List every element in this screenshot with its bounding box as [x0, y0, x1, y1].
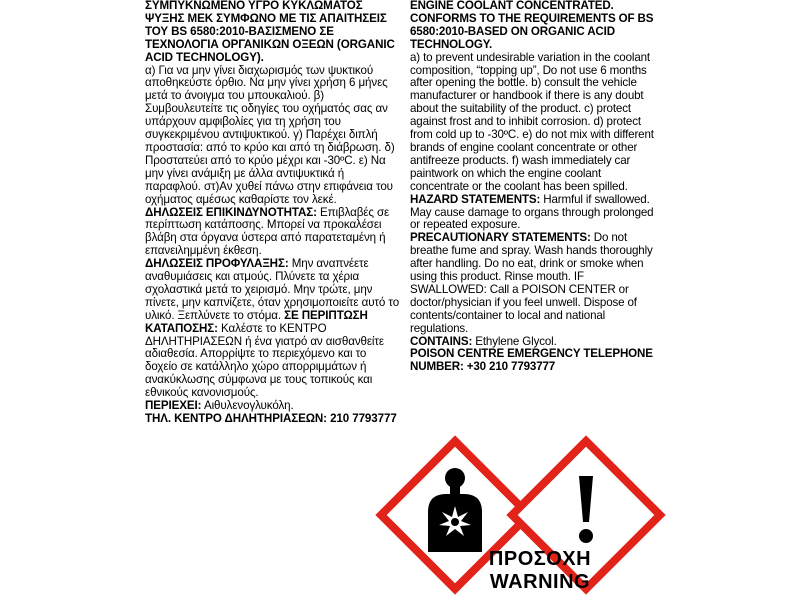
english-precautionary-statements: PRECAUTIONARY STATEMENTS: Do not breathe fume and spray. Wash hands thoroughly after handling. Do no eat, drink or smoke when using this product. Rinse mouth. IF SWALLOWED: Call a POISON CENTER or doctor/physician if you feel unwell. Dispose of contents/container to local and national regulations. [410, 231, 653, 335]
english-contains: CONTAINS: Ethylene Glycol. [410, 334, 557, 348]
greek-hazard-statements: ΔΗΛΩΣΕΙΣ ΕΠΙΚΙΝΔΥΝΟΤΗΤΑΣ: Επιβλαβές σε περίπτωση κατάποσης. Μπορεί να προκαλέσει βλάβη στα όργανα ύστερα από παρατεταμένη ή επανειλημμένη έκθεση. [145, 205, 390, 258]
greek-poison-phone: ΤΗΛ. ΚΕΝΤΡΟ ΔΗΛΗΤΗΡΙΑΣΕΩΝ: 210 7793777 [145, 412, 397, 425]
english-instructions: a) to prevent undesirable variation in the coolant composition, “topping up”, Do not use 6 months after opening the bottle. b) consult the vehicle manufacturer or handbook if there is any doubt about the suitability of the product. c) protect against frost and to inhibit corrosion. d) protect from cold up to -30ºC. e) do not mix with different brands of engine coolant concentrate or other antifreeze products. f) wash immediately car paintwork on which the engine coolant concentrate or the coolant has been spilled. [410, 50, 654, 193]
english-hazard-statements: HAZARD STATEMENTS: Harmful if swallowed. May cause damage to organs through prolonged or repeated exposure. [410, 192, 654, 232]
greek-instructions: α) Για να μην γίνει διαχωρισμός των ψυκτικού αποθηκεύστε όρθιο. Να μην γίνει χρήση 6 μήνες μετά το άνοιγμα του μπουκαλιού. β) Συμβουλευτείτε τις οδηγίες του οχήματός σας αν υπάρχουν αμφιβολίες για τη χρήση του συγκεκριμένου αντιψυκτικού. γ) Παρέχει διπλή προστασία: από το κρύο και από τη διάβρωση. δ) Προστατεύει από το κρύο μέχρι και -30ºC. ε) Να μην γίνει ανάμιξη με άλλα αντιψυκτικά ή παραφλού. στ)Αν χυθεί πάνω στην επιφάνεια του οχήματος αμέσως καθαρίστε τον λεκέ. [145, 63, 395, 206]
greek-heading: ΣΥΜΠΥΚΝΩΜΕΝΟ ΥΓΡΟ ΚΥΚΛΩΜΑΤΟΣ ΨΥΞΗΣ ΜΕΚ ΣΥΜΦΩΝΟ ΜΕ ΤΙΣ ΑΠΑΙΤΗΣΕΙΣ ΤΟΥ BS 6580:2010-ΒΑΣΙΣΜΕΝΟ ΣΕ ΤΕΧΝΟΛΟΓΙΑ ΟΡΓΑΝΙΚΩΝ ΟΞΕΩΝ (ORGANIC ACID TECHNOLOGY). [145, 0, 395, 64]
signal-word-greek: ΠΡΟΣΟΧΗ [488, 548, 592, 570]
greek-contains: ΠΕΡΙΕΧΕΙ: Αιθυλενογλυκόλη. [145, 399, 294, 413]
english-poison-phone: POISON CENTRE EMERGENCY TELEPHONE NUMBER: +30 210 7793777 [410, 347, 653, 374]
signal-word-english: WARNING [489, 571, 591, 593]
greek-precautionary-statements: ΔΗΛΩΣΕΙΣ ΠΡΟΦΥΛΑΞΗΣ: Μην αναπνέετε αναθυμιάσεις και ατμούς. Πλύνετε τα χέρια σχολαστικά μετά το χειρισμό. Μην τρώτε, μην πίνετε, μην καπνίζετε, όταν χρησιμοποιείτε αυτό το υλικό. Ξεπλύνετε το στόμα. ΣΕ ΠΕΡΙΠΤΩΣΗ ΚΑΤΑΠΟΣΗΣ: Καλέστε το ΚΕΝΤΡΟ ΔΗΛΗΤΗΡΙΑΣΕΩΝ ή ένα γιατρό αν αισθανθείτε αδιαθεσία. Απορρίψτε το περιεχόμενο και το δοχείο σε κατάλληλο χώρο απορριμμάτων ή ανακύκλωσης σύμφωνα με τους τοπικούς και εθνικούς κανονισμούς. [145, 257, 400, 400]
english-heading: ENGINE COOLANT CONCENTRATED. CONFORMS TO THE REQUIREMENTS OF BS 6580:2010-BASED ON ORGANIC ACID TECHNOLOGY. [410, 0, 654, 51]
